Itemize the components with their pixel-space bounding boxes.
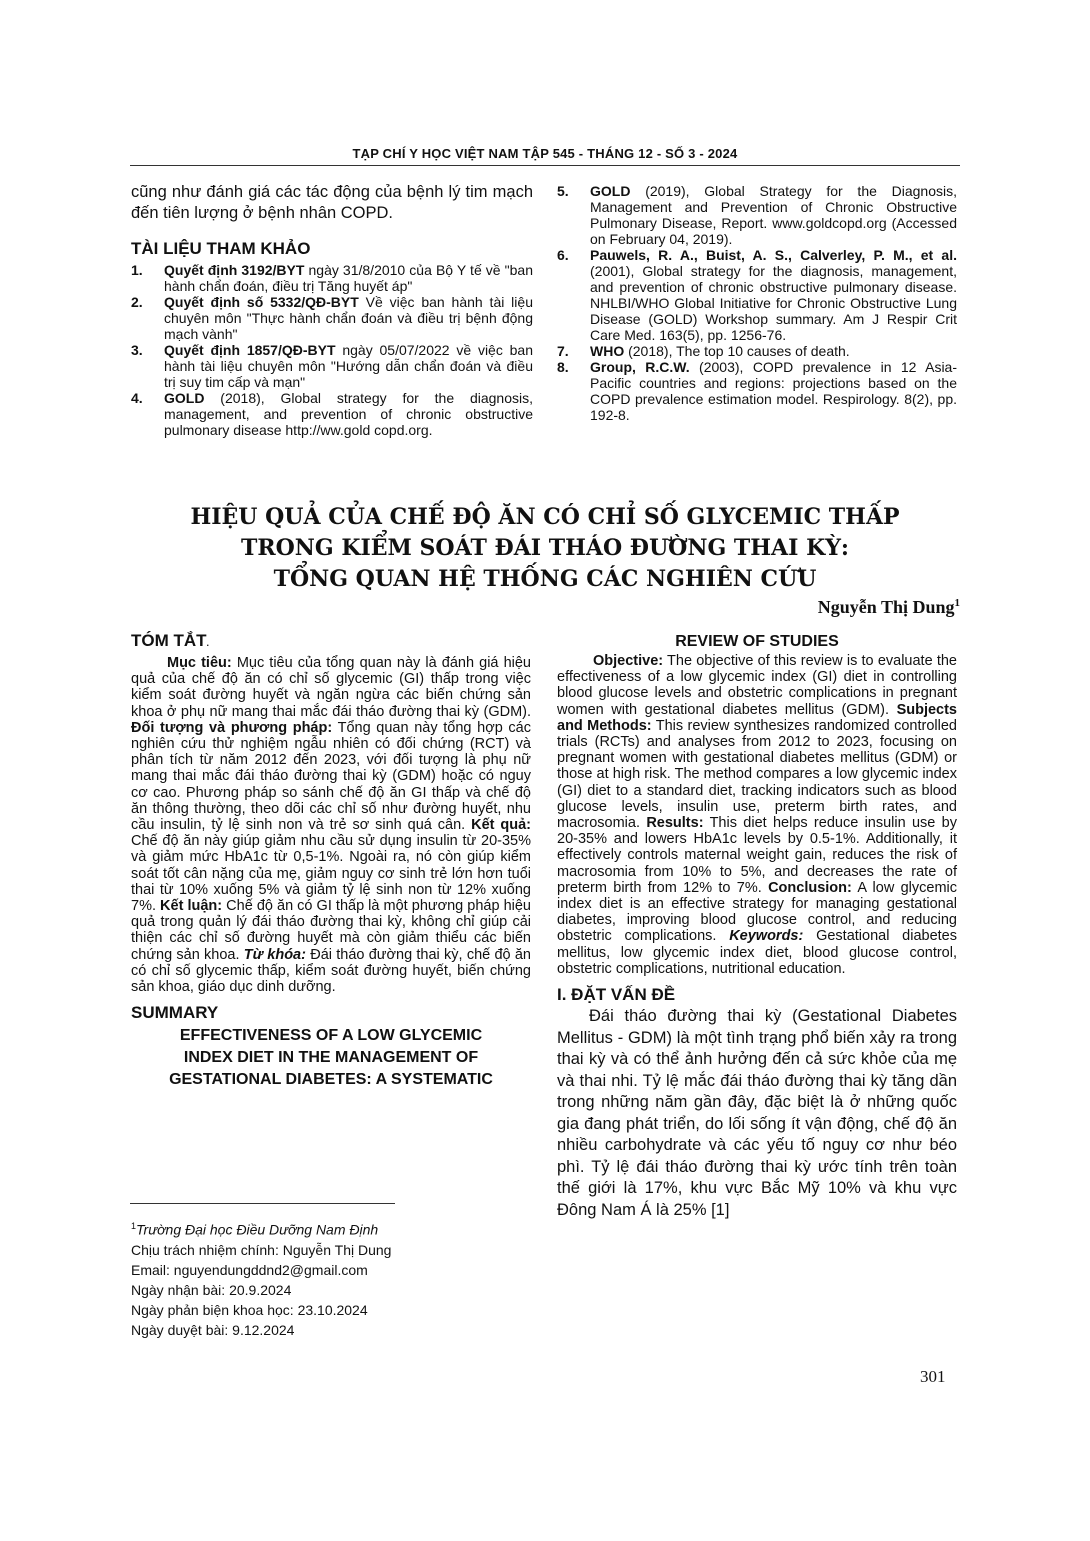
reference-number: 2. [131, 294, 143, 310]
abstract-left-column [131, 631, 531, 1091]
running-head: TẠP CHÍ Y HỌC VIỆT NAM TẬP 545 - THÁNG 12 - SỐ 3 - 2024 [352, 146, 738, 161]
en-objective-label: Objective: [593, 653, 664, 669]
footnote-responsible: Chịu trách nhiệm chính: Nguyễn Thị Dung [131, 1241, 392, 1258]
reference-text: (2003), COPD prevalence in 12 Asia-Pacific countries and regions: projections based on the COPD prevalence estimation model. Respirology. 8(2), pp. 192-8. [590, 359, 958, 423]
reference-number: 1. [131, 262, 143, 278]
en-title [131, 1025, 531, 1091]
abstract-right-column [557, 631, 957, 1221]
footnote-affiliation-text: Trường Đại học Điều Dưỡng Nam Định [136, 1221, 379, 1238]
reference-bold: GOLD [590, 183, 631, 199]
vn-objective-label: Mục tiêu: [167, 655, 232, 671]
article-title [150, 502, 940, 595]
author-affiliation-mark: 1 [954, 597, 960, 609]
prev-conclusion-text: cũng như đánh giá các tác động của bệnh lý tim mạch đến tiên lượng ở bệnh nhân COPD. [131, 183, 533, 222]
en-keywords-label: Keywords: [729, 928, 804, 945]
article-title-line: TRONG KIỂM SOÁT ĐÁI THÁO ĐƯỜNG THAI KỲ: [240, 535, 850, 561]
intro-text: Đái tháo đường thai kỳ (Gestational Diabetes Mellitus - GDM) là một tình trạng phổ biến xảy ra trong thai kỳ và có thể ảnh hưởng đến cả sức khỏe của mẹ và thai nhi. Tỷ lệ mắc đái tháo đường thai kỳ tăng dần trong những năm gần đây, đặc biệt là ở những quốc gia đang phát triển, do lối sống ít vận động, chế độ ăn nhiều carbohydrate và các yếu tố nguy cơ như béo phì. Tỷ lệ đái tháo đường thai kỳ ước tính trên toàn thế giới là 17%, khu vực Bắc Mỹ 10% và khu vực Đông Nam Á là 25% [1] [557, 1007, 957, 1219]
reference-text: Về việc ban hành tài liệu chuyên môn "Thực hành chẩn đoán và điều trị bệnh động mạch vành" [164, 294, 533, 342]
reference-number: 8. [557, 359, 569, 375]
vn-abstract-heading [131, 631, 531, 651]
footnote-email: Email: nguyendungddnd2@gmail.com [131, 1261, 368, 1278]
vn-results-label: Kết quả: [471, 817, 531, 834]
reference-bold: Group, R.C.W. [590, 359, 690, 375]
footnote-received: Ngày nhận bài: 20.9.2024 [131, 1281, 292, 1298]
reference-bold: GOLD [164, 390, 205, 406]
vn-keywords-label: Từ khóa: [243, 946, 306, 963]
reference-bold: Quyết định 3192/BYT [164, 262, 305, 278]
reference-number: 7. [557, 343, 569, 359]
reference-number: 4. [131, 390, 143, 406]
reference-text: ngày 31/8/2010 của Bộ Y tế về "ban hành chẩn đoán, điều trị Tăng huyết áp" [164, 262, 533, 294]
reference-bold: Pauwels, R. A., Buist, A. S., Calverley, P. M., et al. [590, 247, 957, 263]
reference-item [557, 247, 957, 343]
vn-results-text: Chế độ ăn này giúp giảm nhu cầu sử dụng insulin từ 20-35% và giảm mức HbA1c từ 0,5-1%. Ngoài ra, nó còn giúp kiểm soát tốt cân nặng của mẹ, giảm nguy cơ sinh trẻ lớn hơn tuổi thai từ 10% xuống 5% và giảm tỷ lệ sinh non từ 12% xuống 7%. [131, 833, 531, 915]
vn-methods-text: Tổng quan này tổng hợp các nghiên cứu thử nghiệm ngẫu nhiên có đối chứng (RCT) và phân tích từ năm 2012 đến 2023, với đối tượng là phụ nữ mang thai mắc đái tháo đường thai kỳ (GDM) hoặc có nguy cơ cao. Phương pháp so sánh chế độ ăn GI thấp và chế độ ăn thông thường, theo dõi các chỉ số như đường huyết, nhu cầu insulin, tỷ lệ sinh non và trẻ sơ sinh quá cân. [131, 719, 531, 834]
reference-text: (2019), Global Strategy for the Diagnosis, Management and Prevention of Chronic Obstructive Pulmonary Disease, Report. www.goldcopd.org (Accessed on February 04, 2019). [590, 183, 957, 247]
reference-number: 3. [131, 342, 143, 358]
prev-article-left-column [131, 182, 533, 438]
en-results-text: This diet helps reduce insulin use by 20-35% and lowers HbA1c levels by 0.5-1%. Additionally, it effectively controls maternal weight gain, reduces the risk of macrosomia from 10% to 5%, and decreases the rate of preterm birth from 12% to 7%. [557, 815, 957, 896]
vn-abstract-body [131, 655, 531, 995]
reference-text: (2018), Global strategy for the diagnosis, management, and prevention of chronic obstructive pulmonary disease http://ww.gold copd.org. [164, 390, 533, 438]
reference-text: ngày 05/07/2022 về việc ban hành tài liệu chuyên môn "Hướng dẫn chẩn đoán và điều trị suy tim cấp và mạn" [164, 342, 534, 390]
en-title-line: GESTATIONAL DIABETES: A SYSTEMATIC [169, 1071, 493, 1089]
vn-conclusion-text: Chế độ ăn có GI thấp là một phương pháp hiệu quả trong quản lý đái tháo đường thai kỳ, không chỉ giúp cải thiện các chỉ số đường huyết mà còn giảm thiểu các biến chứng sản khoa. [131, 898, 532, 963]
article-title-line: TỔNG QUAN HỆ THỐNG CÁC NGHIÊN CỨU [273, 566, 817, 592]
reference-text: (2001), Global strategy for the diagnosis, management, and prevention of chronic obstructive pulmonary disease. NHLBI/WHO Global Initiative for Chronic Obstructive Lung Disease (GOLD) Workshop summary. Am J Respir Crit Care Med. 163(5), pp. 1256-76. [590, 263, 957, 343]
en-title-line: INDEX DIET IN THE MANAGEMENT OF [183, 1049, 479, 1067]
en-conclusion-text: A low glycemic index diet is an effective strategy for managing gestational diabetes, improving blood glucose control, and reducing obstetric complications. [557, 879, 957, 945]
vn-abstract-heading-mark: . [206, 638, 210, 648]
reference-bold: Quyết định 1857/QĐ-BYT [164, 342, 336, 358]
reference-number: 6. [557, 247, 569, 263]
footnote-reviewed: Ngày phản biện khoa học: 23.10.2024 [131, 1301, 368, 1318]
reference-item [131, 262, 533, 294]
en-keywords-text: Gestational diabetes mellitus, low glycemic index diet, blood glucose control, obstetric complications, nutritional education. [557, 928, 958, 977]
footnote-rule [130, 1203, 395, 1204]
reference-item [131, 342, 533, 390]
vn-objective-text: Mục tiêu của tổng quan này là đánh giá hiệu quả của chế độ ăn có chỉ số glycemic (GI) thấp trong việc kiểm soát đường huyết và ngăn ngừa các biến chứng sản khoa ở phụ nữ mang thai mắc đái tháo đường thai kỳ (GDM). [131, 655, 531, 720]
article-title-line: HIỆU QUẢ CỦA CHẾ ĐỘ ĂN CÓ CHỈ SỐ GLYCEMIC THẤP [190, 504, 900, 530]
intro-heading: I. ĐẶT VẤN ĐỀ [557, 985, 676, 1005]
prev-article-right-column [557, 183, 957, 423]
reference-item [131, 294, 533, 342]
footnote-accepted: Ngày duyệt bài: 9.12.2024 [131, 1321, 295, 1338]
footnote-affiliation-mark: 1 [131, 1221, 137, 1231]
en-abstract-body [557, 653, 957, 977]
en-conclusion-label: Conclusion: [768, 879, 852, 896]
reference-item [557, 183, 957, 247]
reference-item [557, 359, 957, 423]
author-name [818, 597, 960, 618]
reference-bold: WHO [590, 343, 625, 359]
en-results-label: Results: [646, 815, 704, 832]
en-methods-label: Subjects and Methods: [557, 701, 957, 734]
summary-heading: SUMMARY [131, 1003, 219, 1023]
reference-item [131, 390, 533, 438]
reference-item [557, 343, 957, 359]
page-number: 301 [920, 1367, 946, 1386]
author-text: Nguyễn Thị Dung [817, 597, 955, 617]
vn-keywords-text: Đái tháo đường thai kỳ, chế độ ăn có chỉ số glycemic thấp, kiểm soát đường huyết, biến chứng sản khoa, giáo dục dinh dưỡng. [131, 946, 531, 996]
vn-abstract-heading-text: TÓM TẮT [131, 631, 207, 650]
vn-methods-label: Đối tượng và phương pháp: [131, 719, 333, 736]
references-heading: TÀI LIỆU THAM KHẢO [131, 239, 311, 258]
reference-text: (2018), The top 10 causes of death. [624, 343, 850, 359]
en-title-continued: REVIEW OF STUDIES [675, 633, 839, 650]
footnote-affiliation [131, 1216, 391, 1240]
footnote [131, 1216, 391, 1340]
en-title-line: EFFECTIVENESS OF A LOW GLYCEMIC [179, 1027, 483, 1045]
vn-conclusion-label: Kết luận: [160, 898, 223, 915]
en-objective-text: The objective of this review is to evaluate the effectiveness of a low glycemic index (GI) diet in controlling blood glucose levels and obstetric complications in pregnant women with gestational diabetes mellitus (GDM). [557, 653, 957, 718]
header-rule [130, 165, 960, 166]
reference-bold: Quyết định số 5332/QĐ-BYT [164, 294, 359, 310]
reference-number: 5. [557, 183, 569, 199]
en-methods-text: This review synthesizes randomized controlled trials (RCTs) and analyses from 2012 to 2023, focusing on pregnant women with gestational diabetes mellitus (GDM) or those at high risk. The method compares a low glycemic index (GI) diet to a standard diet, tracking indicators such as blood glucose levels, insulin use, preterm birth rates, and macrosomia. [557, 717, 957, 832]
